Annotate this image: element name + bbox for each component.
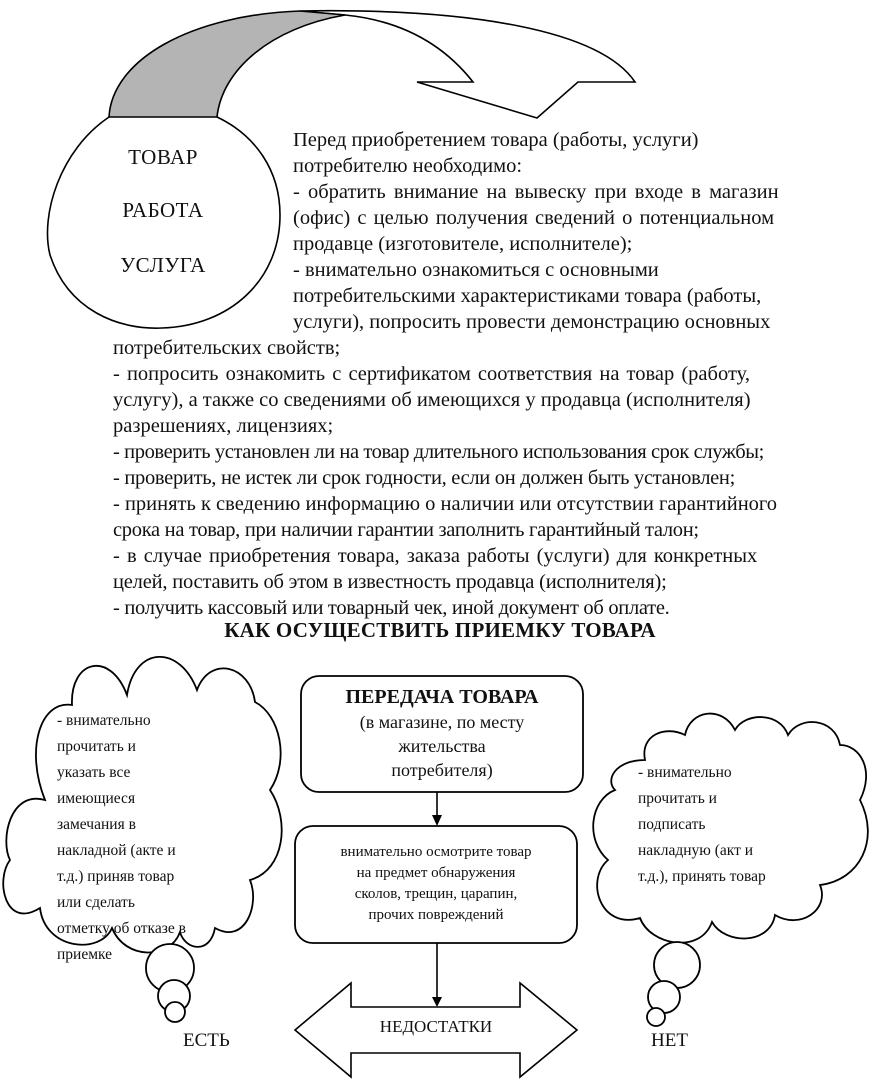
defects-label: НЕДОСТАТКИ [379,1017,493,1036]
text-line: потребителю необходимо: [293,155,523,177]
curved-arrow-band [109,11,345,117]
inspect-box-line: внимательно осмотрите товар [340,844,532,860]
cloud-left-line: замечания в [57,816,136,833]
circle-word-work: РАБОТА [122,198,204,222]
cloud-left-line: т.д.) приняв товар [57,868,175,885]
cloud-right-line: - внимательно [638,764,732,781]
transfer-box-subtitle-line: (в магазине, по месту [359,712,525,732]
arrow-down-icon [432,815,442,826]
cloud-left-line: или сделать [57,894,135,911]
text-line: услуги), попросить провести демонстрацию основных [293,311,771,333]
cloud-left-line: отметку об отказе в [57,920,186,937]
text-line: Перед приобретением товара (работы, услуги) [293,129,699,151]
text-line: - получить кассовый или товарный чек, иной документ об оплате. [113,597,670,619]
inspect-box-line: на предмет обнаружения [356,865,516,881]
text-line: потребительских свойств; [113,337,341,359]
text-line: - принять к сведению информацию о наличии или отсутствии гарантийного [113,493,778,515]
text-line: услугу), а также со сведениями об имеющихся у продавца (исполнителя) [113,389,751,411]
intro-paragraph-right [293,127,866,335]
cloud-left-text [57,708,186,968]
cloud-left-line: указать все [57,764,131,781]
cloud-left-line: накладной (акте и [57,842,176,859]
inspect-box-text [295,842,577,926]
text-line: - в случае приобретения товара, заказа работы (услуги) для конкретных [113,545,758,567]
text-line: (офис) с целью получения сведений о потенциальном [293,207,775,229]
text-line: срока на товар, при наличии гарантии заполнить гарантийный талон; [113,519,699,541]
section-heading: КАК ОСУЩЕСТВИТЬ ПРИЕМКУ ТОВАРА [224,618,656,642]
cloud-right-text [638,760,766,890]
intro-paragraph-full [113,335,866,621]
transfer-box-text [301,684,583,782]
cloud-right-line: прочитать и [638,790,717,807]
text-line: продавце (изготовителе, исполнителе); [293,233,633,255]
text-line: - проверить установлен ли на товар длительного использования срок службы; [113,441,764,463]
text-line: целей, поставить об этом в известность продавца (исполнителя); [113,571,667,593]
cloud-right-line: подписать [638,816,706,833]
circle-word-product: ТОВАР [128,145,198,169]
cloud-right-line: т.д.), принять товар [638,868,766,885]
text-line: разрешениях, лицензиях; [113,415,334,437]
inspect-box-line: сколов, трещин, царапин, [354,886,518,902]
text-line: - проверить, не истек ли срок годности, если он должен быть установлен; [113,467,735,489]
circle-word-service: УСЛУГА [120,253,206,277]
transfer-box-subtitle-line: потребителя) [391,760,493,780]
text-line: - внимательно ознакомиться с основными [293,259,659,281]
curved-arrow-icon [300,11,635,118]
has-defects-label: ЕСТЬ [183,1030,230,1051]
text-line: потребительскими характеристиками товара (работы, [293,285,762,307]
cloud-right-line: накладную (акт и [638,842,754,859]
no-defects-label: НЕТ [651,1030,688,1051]
cloud-left-line: - внимательно [57,712,151,729]
inspect-box-line: прочих повреждений [368,907,504,923]
arrow-down-icon [432,997,442,1007]
cloud-left-line: прочитать и [57,738,136,755]
transfer-box-subtitle-line: жительства [398,736,486,756]
text-line: - попросить ознакомить с сертификатом соответствия на товар (работу, [113,363,750,385]
cloud-left-line: приемке [57,946,113,963]
transfer-box-title: ПЕРЕДАЧА ТОВАРА [345,686,539,708]
text-line: - обратить внимание на вывеску при входе в магазин [293,181,779,203]
cloud-left-line: имеющиеся [57,790,136,807]
